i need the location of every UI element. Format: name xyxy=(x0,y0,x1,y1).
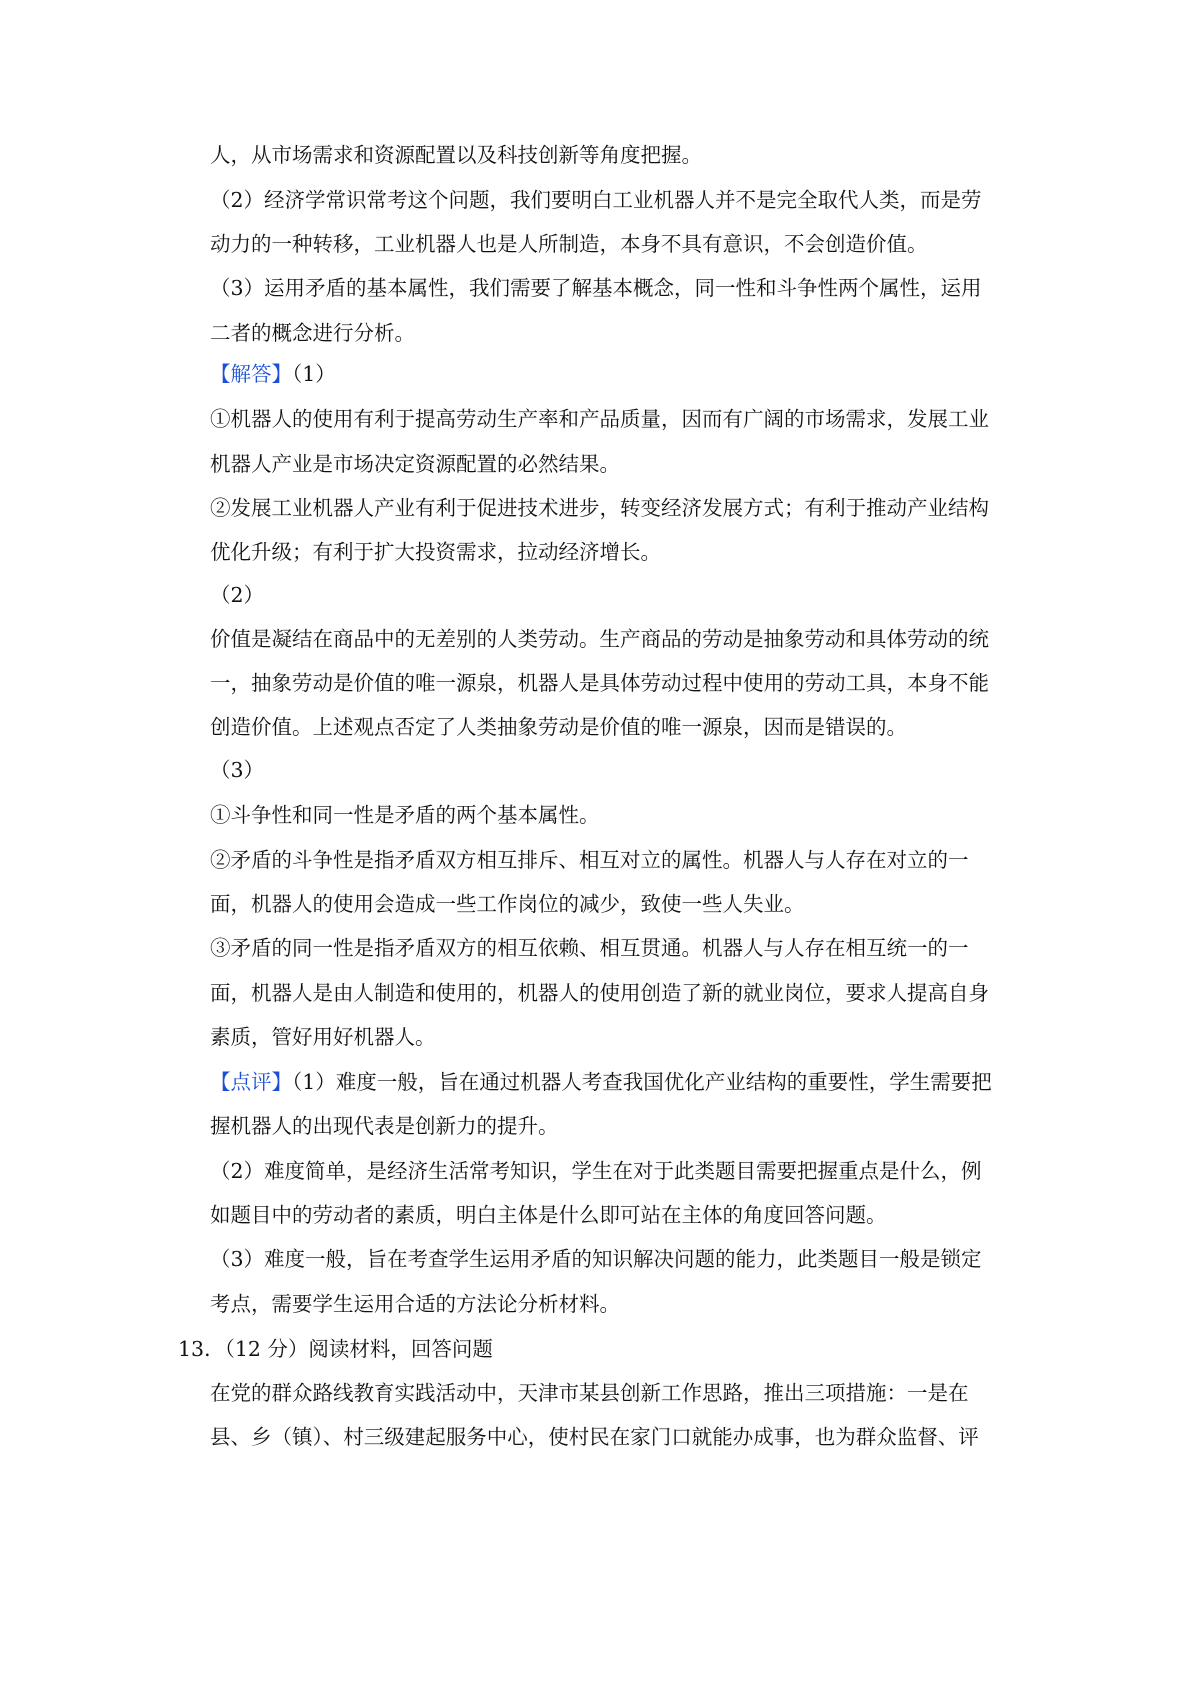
answer-line: 一，抽象劳动是价值的唯一源泉，机器人是具体劳动过程中使用的劳动工具，本身不能 xyxy=(210,671,989,695)
analysis-line: 人，从市场需求和资源配置以及科技创新等角度把握。 xyxy=(210,143,702,167)
answer-line: ①斗争性和同一性是矛盾的两个基本属性。 xyxy=(210,803,600,827)
analysis-line: 二者的概念进行分析。 xyxy=(210,321,415,345)
analysis-line: 动力的一种转移，工业机器人也是人所制造，本身不具有意识，不会创造价值。 xyxy=(210,232,928,256)
material-line: 县、乡（镇）、村三级建起服务中心，使村民在家门口就能办成事，也为群众监督、评 xyxy=(210,1425,979,1449)
answer-line: 面，机器人的使用会造成一些工作岗位的减少，致使一些人失业。 xyxy=(210,892,805,916)
answer-line: 价值是凝结在商品中的无差别的人类劳动。生产商品的劳动是抽象劳动和具体劳动的统 xyxy=(210,627,989,651)
comment-line: （2）难度简单，是经济生活常考知识，学生在对于此类题目需要把握重点是什么，例 xyxy=(210,1159,982,1183)
comment-line: （1）难度一般，旨在通过机器人考查我国优化产业结构的重要性，学生需要把 xyxy=(292,1070,992,1094)
answer-line: ①机器人的使用有利于提高劳动生产率和产品质量，因而有广阔的市场需求，发展工业 xyxy=(210,407,989,431)
answer-line: 创造价值。上述观点否定了人类抽象劳动是价值的唯一源泉，因而是错误的。 xyxy=(210,715,907,739)
answer-line: 面，机器人是由人制造和使用的，机器人的使用创造了新的就业岗位，要求人提高自身 xyxy=(210,981,989,1005)
answer-line: 优化升级；有利于扩大投资需求，拉动经济增长。 xyxy=(210,540,661,564)
answer-line: ②发展工业机器人产业有利于促进技术进步，转变经济发展方式；有利于推动产业结构 xyxy=(210,496,989,520)
comment-heading xyxy=(210,1067,992,1097)
comment-line: 考点，需要学生运用合适的方法论分析材料。 xyxy=(210,1292,620,1316)
analysis-line: （2）经济学常识常考这个问题，我们要明白工业机器人并不是完全取代人类，而是劳 xyxy=(210,188,982,212)
answer-line: ②矛盾的斗争性是指矛盾双方相互排斥、相互对立的属性。机器人与人存在对立的一 xyxy=(210,848,969,872)
answer-line: ③矛盾的同一性是指矛盾双方的相互依赖、相互贯通。机器人与人存在相互统一的一 xyxy=(210,936,969,960)
answer-part1-label: （1） xyxy=(292,362,336,386)
comment-tag: 【点评】 xyxy=(210,1070,292,1094)
analysis-line: （3）运用矛盾的基本属性，我们需要了解基本概念，同一性和斗争性两个属性，运用 xyxy=(210,276,982,300)
answer-part3-label: （3） xyxy=(210,758,265,782)
answer-part2-label: （2） xyxy=(210,583,265,607)
answer-tag: 【解答】 xyxy=(210,362,292,386)
comment-line: 握机器人的出现代表是创新力的提升。 xyxy=(210,1114,559,1138)
comment-line: （3）难度一般，旨在考查学生运用矛盾的知识解决问题的能力，此类题目一般是锁定 xyxy=(210,1247,982,1271)
answer-heading xyxy=(210,359,336,389)
question-13-header: 13．（12 分）阅读材料，回答问题 xyxy=(178,1337,493,1361)
comment-line: 如题目中的劳动者的素质，明白主体是什么即可站在主体的角度回答问题。 xyxy=(210,1203,887,1227)
answer-line: 机器人产业是市场决定资源配置的必然结果。 xyxy=(210,452,620,476)
material-line: 在党的群众路线教育实践活动中，天津市某县创新工作思路，推出三项措施：一是在 xyxy=(210,1381,969,1405)
answer-line: 素质，管好用好机器人。 xyxy=(210,1025,436,1049)
